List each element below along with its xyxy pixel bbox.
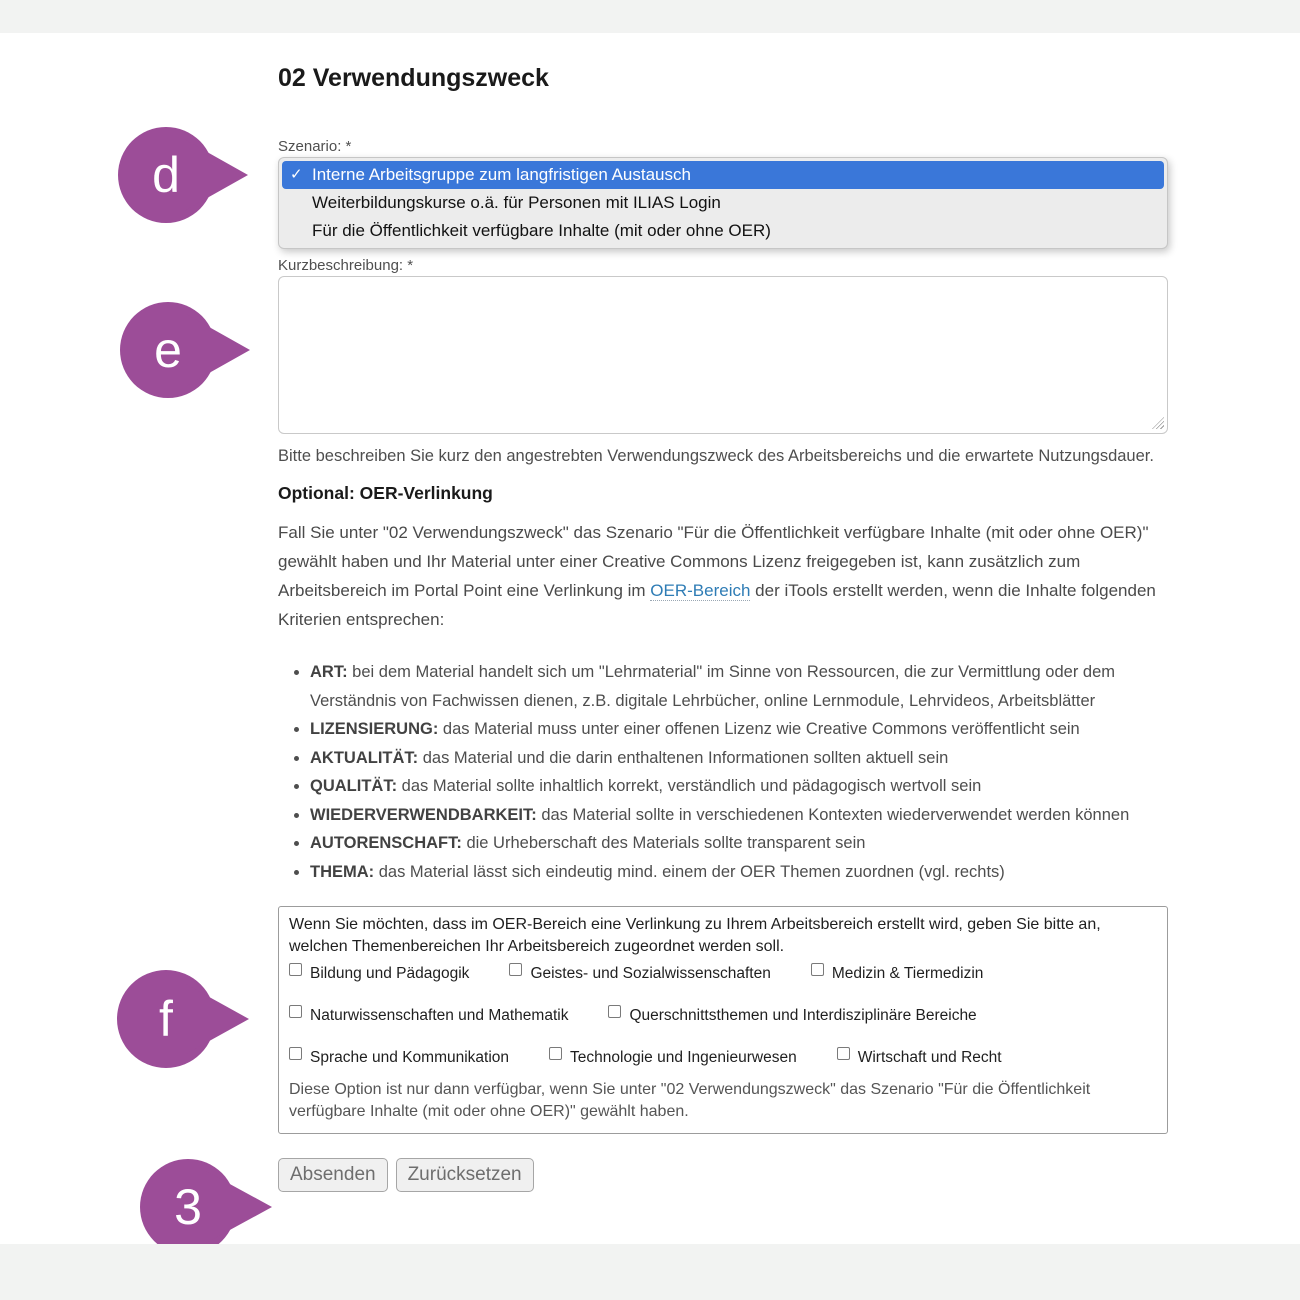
scenario-label: Szenario: *	[278, 138, 352, 155]
marker-letter: e	[154, 322, 182, 378]
criteria-text: die Urheberschaft des Materials sollte transparent sein	[461, 834, 866, 852]
criteria-item	[310, 829, 1168, 858]
topics-box-intro: Wenn Sie möchten, dass im OER-Bereich eine Verlinkung zu Ihrem Arbeitsbereich erstellt wird, geben Sie bitte an, welchen Themenbereichen Ihr Arbeitsbereich zugeordnet werden soll.	[289, 916, 1101, 955]
topics-row-3	[289, 1046, 1157, 1067]
criteria-item	[310, 744, 1168, 773]
oer-intro-after: der iTools erstellt werden, wenn die Inhalte folgenden Kriterien entsprechen:	[278, 581, 1156, 629]
checkbox-icon[interactable]	[837, 1047, 850, 1060]
oer-bereich-link[interactable]: OER-Bereich	[650, 581, 751, 600]
oer-criteria-list	[278, 658, 1168, 886]
topic-checkbox-item[interactable]	[811, 962, 984, 984]
scenario-option-label: Für die Öffentlichkeit verfügbare Inhalte (mit oder ohne OER)	[312, 221, 771, 240]
topic-checkbox-item[interactable]	[837, 1046, 1002, 1068]
criteria-text: das Material sollte inhaltlich korrekt, verständlich und pädagogisch wertvoll sein	[397, 777, 982, 795]
annotation-marker-e	[120, 302, 250, 398]
reset-button[interactable]: Zurücksetzen	[396, 1158, 534, 1192]
annotation-marker-d	[118, 127, 248, 223]
topic-label: Technologie und Ingenieurwesen	[570, 1049, 797, 1066]
criteria-term: AUTORENSCHAFT:	[310, 834, 462, 852]
topics-box-note: Diese Option ist nur dann verfügbar, wenn Sie unter "02 Verwendungszweck" das Szenario "Für die Öffentlichkeit verfügbare Inhalte (mit oder ohne OER)" gewählt haben.	[289, 1081, 1091, 1120]
checkbox-icon[interactable]	[811, 963, 824, 976]
marker-letter: d	[152, 147, 180, 203]
topic-label: Sprache und Kommunikation	[310, 1049, 510, 1066]
criteria-item	[310, 658, 1168, 715]
topic-checkbox-item[interactable]	[289, 962, 469, 984]
criteria-item	[310, 715, 1168, 744]
description-textarea[interactable]	[278, 276, 1168, 434]
checkbox-icon[interactable]	[289, 1005, 302, 1018]
oer-section-heading: Optional: OER-Verlinkung	[278, 483, 493, 503]
annotation-marker-f	[117, 970, 249, 1068]
topics-row-1	[289, 962, 1157, 983]
description-field-wrap	[278, 276, 1168, 434]
criteria-text: bei dem Material handelt sich um "Lehrmaterial" im Sinne von Ressourcen, die zur Vermittlung oder dem Verständnis von Fachwissen dienen, z.B. digitale Lehrbücher, online Lernmodule, Lehrvideos, Arbeitsblätter	[310, 663, 1115, 710]
topic-label: Naturwissenschaften und Mathematik	[310, 1007, 569, 1024]
criteria-text: das Material muss unter einer offenen Lizenz wie Creative Commons veröffentlicht sein	[438, 720, 1080, 738]
checkbox-icon[interactable]	[289, 1047, 302, 1060]
oer-intro-paragraph	[278, 518, 1168, 634]
topic-label: Geistes- und Sozialwissenschaften	[530, 965, 771, 982]
topic-checkbox-item[interactable]	[289, 1046, 509, 1068]
form-content	[278, 33, 1168, 1192]
criteria-term: AKTUALITÄT:	[310, 748, 419, 767]
page-title: 02 Verwendungszweck	[278, 64, 549, 92]
topic-label: Wirtschaft und Recht	[857, 1049, 1002, 1066]
topic-checkbox-item[interactable]	[509, 962, 770, 984]
scenario-option[interactable]	[282, 189, 1164, 217]
topic-label: Querschnittsthemen und Interdisziplinäre Bereiche	[629, 1007, 977, 1024]
scenario-option-label: Interne Arbeitsgruppe zum langfristigen Austausch	[312, 165, 691, 184]
criteria-text: das Material sollte in verschiedenen Kontexten wiederverwendet werden können	[536, 805, 1130, 824]
criteria-term: QUALITÄT:	[310, 777, 398, 795]
marker-number: 3	[174, 1179, 202, 1235]
criteria-term: THEMA:	[310, 862, 375, 881]
checkbox-icon[interactable]	[289, 963, 302, 976]
annotation-marker-3	[140, 1159, 272, 1255]
criteria-item	[310, 772, 1168, 801]
form-actions	[278, 1158, 1168, 1192]
criteria-term: ART:	[310, 663, 348, 681]
scenario-select-open[interactable]	[278, 157, 1168, 249]
top-background-strip	[0, 0, 1300, 33]
topic-checkbox-item[interactable]	[289, 1004, 568, 1026]
topics-row-2	[289, 1004, 1157, 1025]
criteria-text: das Material lässt sich eindeutig mind. einem der OER Themen zuordnen (vgl. rechts)	[374, 862, 1005, 881]
oer-topics-box	[278, 906, 1168, 1134]
submit-button[interactable]: Absenden	[278, 1158, 388, 1192]
checkbox-icon[interactable]	[549, 1047, 562, 1060]
topic-label: Bildung und Pädagogik	[310, 965, 470, 982]
criteria-term: LIZENSIERUNG:	[310, 720, 439, 738]
topic-checkbox-item[interactable]	[608, 1004, 976, 1026]
scenario-option-label: Weiterbildungskurse o.ä. für Personen mit ILIAS Login	[312, 193, 721, 212]
topic-checkbox-item[interactable]	[549, 1046, 797, 1068]
criteria-item	[310, 858, 1168, 887]
criteria-term: WIEDERVERWENDBARKEIT:	[310, 805, 537, 824]
scenario-option[interactable]	[282, 161, 1164, 189]
bottom-background-strip	[0, 1244, 1300, 1300]
checkmark-icon: ✓	[290, 166, 303, 183]
checkbox-icon[interactable]	[509, 963, 522, 976]
scenario-option[interactable]	[282, 217, 1164, 245]
marker-letter: f	[159, 991, 173, 1047]
criteria-text: das Material und die darin enthaltenen Informationen sollten aktuell sein	[418, 748, 949, 767]
description-help-text: Bitte beschreiben Sie kurz den angestrebten Verwendungszweck des Arbeitsbereichs und die erwartete Nutzungsdauer.	[278, 447, 1154, 465]
description-label: Kurzbeschreibung: *	[278, 257, 414, 274]
criteria-item	[310, 801, 1168, 830]
topic-label: Medizin & Tiermedizin	[831, 965, 984, 982]
oer-intro-before: Fall Sie unter "02 Verwendungszweck" das Szenario "Für die Öffentlichkeit verfügbare Inhalte (mit oder ohne OER)" gewählt haben und Ihr Material unter einer Creative Commons Lizenz freigegeben ist, kann zusätzlich zum Arbeitsbereich im Portal Point eine Verlinkung im	[278, 523, 1149, 600]
checkbox-icon[interactable]	[608, 1005, 621, 1018]
